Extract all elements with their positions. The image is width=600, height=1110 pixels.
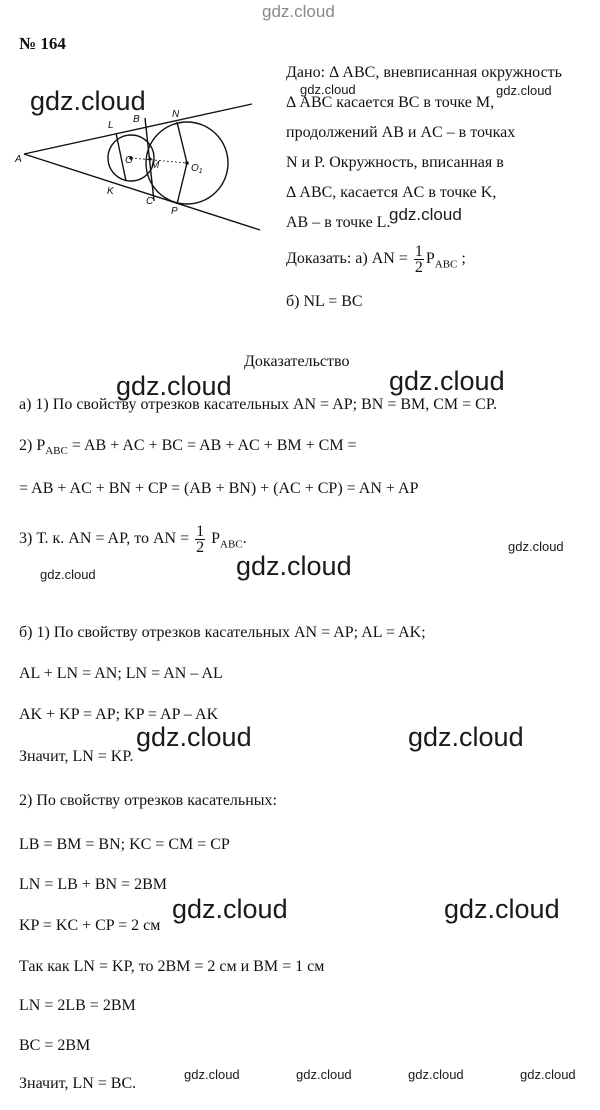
watermark-top: gdz.cloud (262, 2, 335, 21)
proof-a3-denominator: 2 (196, 539, 205, 556)
watermark: gdz.cloud (300, 82, 356, 97)
watermark: gdz.cloud (496, 83, 552, 98)
given-line-1: Дано: Δ ABC, вневписанная окружность (286, 64, 562, 81)
problem-number: № 164 (19, 34, 66, 53)
geometry-figure (14, 96, 276, 236)
given-line-6: AB – в точке L. (286, 214, 391, 231)
watermark: gdz.cloud (296, 1067, 352, 1082)
radius-o1n (177, 122, 187, 163)
proof-b3: AK + KP = AP; KP = AP – AK (19, 706, 219, 723)
proof-b7: LN = LB + BN = 2BM (19, 876, 167, 893)
proof-b8: KP = KC + CP = 2 см (19, 917, 161, 934)
proof-a2 (19, 437, 357, 457)
given-line-4: N и P. Окружность, вписанная в (286, 154, 504, 171)
label-l: L (108, 120, 114, 131)
proof-b2: AL + LN = AN; LN = AN – AL (19, 665, 223, 682)
proof-b9: Так как LN = KP, то 2BM = 2 см и BM = 1 см (19, 958, 325, 975)
proof-a3-p: P (211, 530, 221, 548)
fraction-half (414, 244, 424, 275)
watermark: gdz.cloud (389, 205, 462, 224)
label-a: A (15, 154, 22, 165)
given-line-2: Δ ABC касается BC в точке M, (286, 94, 495, 111)
proof-a3-prefix: 3) Т. к. AN = AP, то AN = (19, 530, 194, 548)
watermark: gdz.cloud (389, 366, 505, 396)
radius-o1p (177, 163, 187, 204)
label-b: B (133, 114, 140, 125)
proof-a3-subscript: ABC (220, 538, 243, 551)
watermark: gdz.cloud (408, 722, 524, 752)
fraction-numerator: 1 (414, 243, 423, 260)
proof-a3-end: . (242, 530, 247, 548)
proof-b11: BC = 2BM (19, 1037, 91, 1054)
watermark: gdz.cloud (520, 1067, 576, 1082)
fraction-denominator: 2 (414, 259, 423, 276)
proof-a2-prefix: 2) P (19, 437, 46, 454)
prove-a-end: ; (461, 250, 466, 268)
proof-b4: Значит, LN = KP. (19, 748, 134, 765)
proof-a3-numerator: 1 (196, 523, 205, 540)
proof-b6: LB = BM = BN; KC = CM = CP (19, 836, 230, 853)
prove-b: б) NL = BC (286, 293, 363, 310)
prove-a-text: Доказать: а) AN = (286, 250, 412, 268)
proof-a1: а) 1) По свойству отрезков касательных AN = AP; BN = BM, CM = CP. (19, 396, 497, 413)
given-line-3: продолжений AB и AC – в точках (286, 124, 516, 141)
watermark: gdz.cloud (40, 567, 96, 582)
proof-a2-rest: = AB + AC + BC = AB + AC + BM + CM = (67, 437, 357, 454)
proof-b5: 2) По свойству отрезков касательных: (19, 792, 277, 809)
watermark: gdz.cloud (408, 1067, 464, 1082)
label-k: K (107, 186, 114, 197)
watermark: gdz.cloud (172, 894, 288, 924)
label-c: C (146, 196, 154, 207)
label-m: M (151, 160, 160, 171)
perimeter-subscript: ABC (434, 258, 458, 271)
proof-a2-subscript: ABC (45, 445, 68, 458)
watermark: gdz.cloud (444, 894, 560, 924)
ray-ac (24, 154, 260, 230)
proof-a3 (19, 524, 247, 555)
label-n: N (172, 109, 180, 120)
watermark: gdz.cloud (116, 371, 232, 401)
proof-b1: б) 1) По свойству отрезков касательных AN = AP; AL = AK; (19, 624, 426, 641)
label-o1: $O_1$ (191, 163, 203, 175)
perimeter-symbol: P (425, 250, 435, 268)
label-p: P (171, 206, 178, 217)
watermark: gdz.cloud (136, 722, 252, 752)
label-o: O (125, 155, 133, 166)
watermark: gdz.cloud (184, 1067, 240, 1082)
prove-a (286, 244, 466, 275)
proof-a3-fraction (195, 524, 205, 555)
proof-b10: LN = 2LB = 2BM (19, 997, 136, 1014)
given-line-5: Δ ABC, касается AC в точке K, (286, 184, 497, 201)
point-o1 (185, 161, 189, 165)
proof-heading: Доказательство (244, 353, 350, 370)
watermark: gdz.cloud (508, 539, 564, 554)
watermark: gdz.cloud (30, 86, 146, 116)
proof-a2-cont: = AB + AC + BN + CP = (AB + BN) + (AC + CP) = AN + AP (19, 480, 419, 497)
proof-b12: Значит, LN = BC. (19, 1075, 137, 1092)
watermark: gdz.cloud (236, 551, 352, 581)
